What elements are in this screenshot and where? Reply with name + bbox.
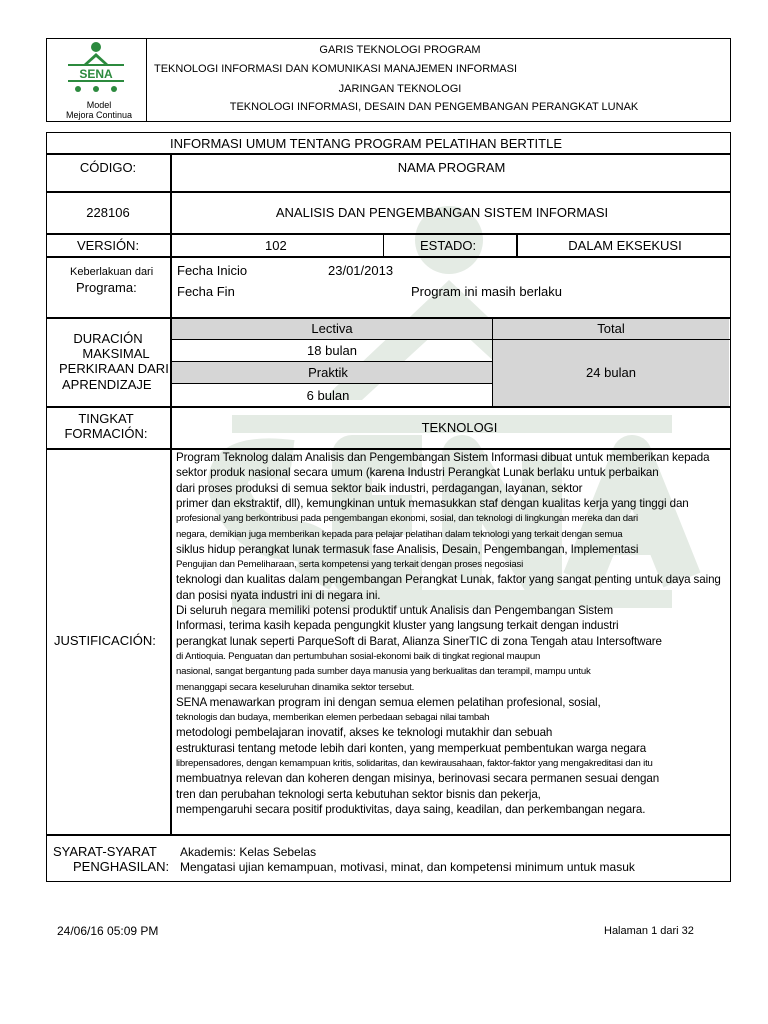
header-divider [146, 38, 147, 122]
duracion-label-2: MAKSIMAL [82, 346, 150, 361]
total-value: 24 bulan [586, 365, 636, 380]
header-line-2: TEKNOLOGI INFORMASI DAN KOMUNIKASI MANAJEMEN INFORMASI [154, 63, 518, 75]
justificacion-line: di Antioquia. Penguatan dan pertumbuhan sosial-ekonomi baik di tingkat regional maupun [176, 650, 541, 662]
version-value: 102 [265, 238, 287, 253]
fecha-fin-label: Fecha Fin [177, 284, 235, 299]
rule [46, 406, 731, 408]
logo-caption-2: Mejora Continua [65, 110, 133, 120]
lectiva-label: Lectiva [311, 321, 353, 336]
justificacion-line: estrukturasi tentang metode lebih dari konten, yang memperkuat pembentukan warga negara [176, 741, 647, 755]
duracion-label-1: DURACIÓN [73, 331, 143, 346]
logo-caption-1: Model [86, 100, 112, 110]
logo-word: SENA [79, 67, 113, 81]
footer-page-number: Halaman 1 dari 32 [604, 925, 694, 937]
justificacion-line: dan posisi nyata industri ini di negara ini. [176, 588, 381, 602]
justificacion-line: dari proses produksi di semua sektor baik industri, perdagangan, layanan, sektor [176, 481, 583, 495]
justificacion-line: metodologi pembelajaran inovatif, akses ke teknologi mutakhir dan sebuah [176, 726, 553, 740]
justificacion-line: negara, demikian juga memberikan kepada para pelajar pelatihan dalam teknologi yang terkait dengan semua [176, 528, 623, 540]
praktik-label: Praktik [308, 365, 348, 380]
justificacion-line: Pengujian dan Pemeliharaan, serta kompetensi yang terkait dengan proses negosiasi [176, 559, 523, 571]
justificacion-line: nasional, sangat bergantung pada sumber daya manusia yang berkualitas dan terampil, mampu untuk [176, 666, 591, 678]
justificacion-line: primer dan ekstraktif, dll), kemungkinan untuk memasukkan staf dengan kualitas kerja yang tinggi dan [176, 496, 689, 510]
justificacion-line: tren dan perubahan teknologi serta kebutuhan sektor bisnis dan pekerja, [176, 787, 541, 801]
justificacion-line: Di seluruh negara memiliki potensi produktif untuk Analisis dan Pengembangan Sistem [176, 604, 614, 617]
rule [46, 448, 731, 450]
syarat-label-2: PENGHASILAN: [73, 859, 170, 874]
tingkat-label-2: FORMACIÓN: [64, 426, 148, 441]
rule [46, 233, 731, 235]
justificacion-line: sektor produk nasional secara umum (karena Industri Perangkat Lunak berlaku untuk perbaikan [176, 466, 659, 480]
fecha-inicio-label: Fecha Inicio [177, 263, 248, 278]
estado-label: ESTADO: [420, 238, 477, 253]
rule [46, 256, 731, 258]
header-line-1: GARIS TEKNOLOGI PROGRAM [319, 44, 481, 56]
fecha-inicio-value: 23/01/2013 [328, 263, 394, 278]
cell-divider [383, 234, 384, 256]
rule [46, 191, 731, 193]
justificacion-line: membuatnya relevan dan koheren dengan misinya, berinovasi secara permanen sesuai dengan [176, 772, 660, 786]
footer-datetime: 24/06/16 05:09 PM [57, 924, 159, 938]
fecha-fin-value: Program ini masih berlaku [411, 284, 563, 299]
justificacion-line: menanggapi secara keseluruhan dinamika sektor tersebut. [176, 681, 415, 693]
syarat-line-1: Akademis: Kelas Sebelas [180, 845, 317, 859]
justificacion-line: SENA menawarkan program ini dengan semua elemen pelatihan profesional, sosial, [176, 695, 601, 709]
sena-logo [64, 40, 128, 98]
justificacion-line: perangkat lunak seperti ParqueSoft di Barat, Alianza SinerTIC di zona Tengah atau Intersoftware [176, 634, 662, 648]
justificacion-line: profesional yang berkontribusi pada pengembangan ekonomi, sosial, dan teknologi di lingkungan mereka dan dari [176, 513, 638, 525]
duracion-label-3: PERKIRAAN DARI [59, 361, 169, 376]
justificacion-line: teknologis dan budaya, memberikan elemen perbedaan sebagai nilai tambah [176, 712, 490, 724]
header-line-4: TEKNOLOGI INFORMASI, DESAIN DAN PENGEMBANGAN PERANGKAT LUNAK [229, 101, 639, 113]
total-label: Total [597, 321, 625, 336]
justificacion-line: mempengaruhi secara positif produktivitas, daya saing, keadilan, dan perkembangan negara. [176, 802, 646, 816]
table-title: INFORMASI UMUM TENTANG PROGRAM PELATIHAN BERTITLE [170, 136, 562, 151]
nama-program-value: ANALISIS DAN PENGEMBANGAN SISTEM INFORMASI [275, 205, 609, 220]
rule [172, 361, 493, 362]
justificacion-label: JUSTIFICACIÓN: [54, 633, 156, 648]
justificacion-line: siklus hidup perangkat lunak termasuk fase Analisis, Desain, Pengembangan, Implementasi [176, 542, 639, 556]
version-label: VERSIÓN: [76, 238, 140, 253]
tingkat-label-1: TINGKAT [78, 411, 134, 426]
lectiva-value: 18 bulan [307, 343, 357, 358]
tingkat-value: TEKNOLOGI [421, 420, 498, 435]
syarat-line-2: Mengatasi ujian kemampuan, motivasi, minat, dan kompetensi minimum untuk masuk [180, 860, 635, 874]
rule [46, 834, 731, 836]
praktik-value: 6 bulan [306, 388, 350, 403]
duracion-label-4: APRENDIZAJE [62, 377, 152, 392]
codigo-value: 228106 [86, 205, 130, 220]
justificacion-line: Program Teknolog dalam Analisis dan Pengembangan Sistem Informasi dibuat untuk memberikan kepada [176, 451, 710, 464]
justificacion-line: Informasi, terima kasih kepada pengungkit kluster yang langsung terkait dengan industri [176, 619, 619, 633]
header-line-3: JARINGAN TEKNOLOGI [338, 83, 462, 95]
codigo-label: CÓDIGO: [79, 160, 137, 175]
rule [172, 339, 731, 340]
keberlakuan-label-2: Programa: [76, 280, 137, 295]
nama-program-label: NAMA PROGRAM [397, 160, 506, 175]
syarat-label-1: SYARAT-SYARAT [53, 844, 157, 859]
keberlakuan-label-1: Keberlakuan dari [70, 266, 154, 278]
cell-divider [516, 234, 518, 256]
justificacion-line: librepensadores, dengan kemampuan kritis, solidaritas, dan kewirausahaan, faktor-faktor yang mengakreditasi dan itu [176, 758, 653, 769]
justificacion-line: teknologi dan kualitas dalam pengembangan Perangkat Lunak, faktor yang sangat penting untuk daya saing [176, 573, 721, 587]
rule [172, 383, 493, 384]
rule [46, 153, 731, 155]
estado-value: DALAM EKSEKUSI [568, 238, 682, 253]
